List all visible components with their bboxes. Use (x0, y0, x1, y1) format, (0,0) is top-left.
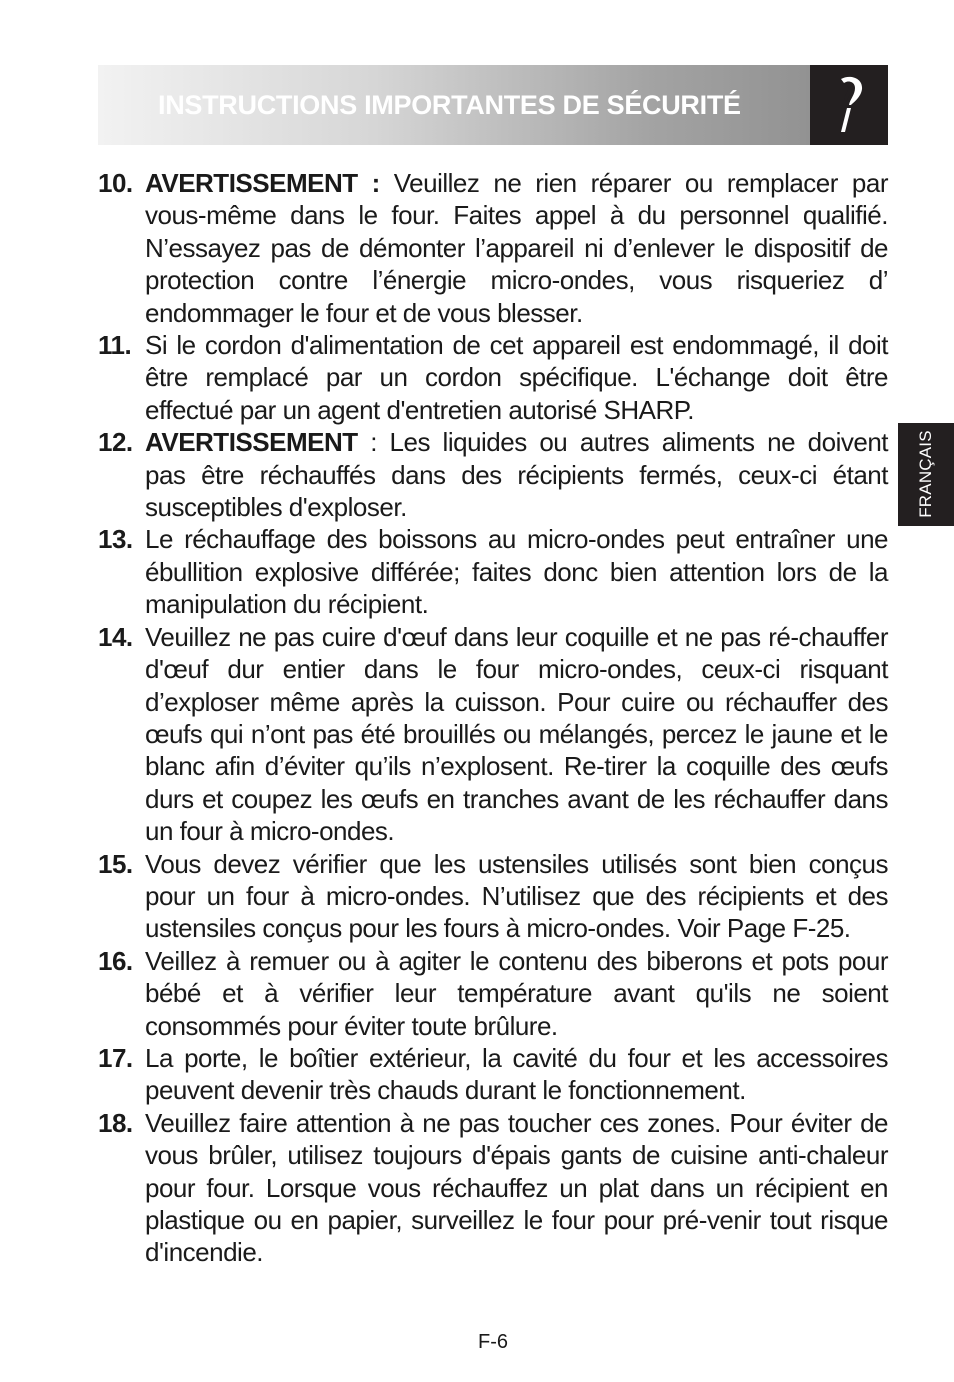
list-item (98, 167, 888, 329)
item-body (145, 621, 888, 848)
item-number: 16. (98, 945, 133, 976)
language-tab-label: FRANÇAIS (916, 430, 935, 518)
item-body (145, 426, 888, 523)
item-text: Veuillez ne rien réparer ou remplacer par vous-même dans le four. Faites appel à du personnel qualifié. N’essayez pas de démonter l’appareil ni d’enlever le dispositif de protection contre l’énergie micro-ondes, vous risqueriez d’ endommager le four et de vous blesser. (145, 168, 888, 328)
item-body (145, 848, 888, 945)
list-item (98, 848, 888, 945)
item-number: 17. (98, 1042, 133, 1073)
item-text: Si le cordon d'alimentation de cet appareil est endommagé, il doit être remplacé par un cordon spécifique. L'échange doit être effectué par un agent d'entretien autorisé SHARP. (145, 330, 888, 425)
item-emphasis: AVERTISSEMENT (145, 427, 358, 458)
item-number: 11. (98, 330, 132, 361)
list-item (98, 523, 888, 620)
item-text: : Les liquides ou autres aliments ne doivent pas être réchauffés dans des récipients fermés, ceux-ci étant susceptibles d'exploser. (145, 427, 888, 523)
item-number: 12. (98, 427, 133, 458)
item-text: Veillez à remuer ou à agiter le contenu des biberons et pots pour bébé et à vérifier leur température avant qu'ils ne soient consommés pour éviter toute brûlure. (145, 945, 888, 1041)
list-item (98, 621, 888, 848)
section-header (98, 65, 888, 145)
item-body (145, 329, 888, 426)
item-body (145, 523, 888, 620)
item-text: La porte, le boîtier extérieur, la cavité du four et les accessoires peuvent devenir très chauds durant le fonctionnement. (145, 1042, 888, 1106)
item-text: Veuillez faire attention à ne pas toucher ces zones. Pour éviter de vous brûler, utilisez toujours d'épais gants de cuisine anti-chaleur pour four. Lorsque vous réchauffez un plat dans un récipient en plastique ou en papier, surveillez le four pour pré-venir tout risque d'incendie. (145, 1107, 888, 1268)
section-title: INSTRUCTIONS IMPORTANTES DE SÉCURITÉ (158, 90, 741, 120)
item-body (145, 1042, 888, 1107)
info-icon (832, 75, 866, 135)
item-text: Vous devez vérifier que les ustensiles utilisés sont bien conçus pour un four à micro-ondes. N’utilisez que des récipients et des ustensiles conçus pour les fours à micro-ondes. Voir Page F-25. (145, 848, 888, 944)
item-number: 13. (98, 524, 133, 555)
item-number: 18. (98, 1107, 133, 1138)
item-number: 14. (98, 621, 133, 652)
list-item (98, 1107, 888, 1269)
item-number: 10. (98, 168, 133, 198)
safety-instructions-list (98, 167, 888, 1269)
language-tab (898, 423, 954, 526)
list-item (98, 1042, 888, 1107)
item-emphasis: AVERTISSEMENT : (145, 168, 380, 198)
item-text: Veuillez ne pas cuire d'œuf dans leur coquille et ne pas ré-chauffer d'œuf dur entier dans le four micro-ondes, ceux-ci risquant d’exploser même après la cuisson. Pour cuire ou réchauffer des œufs qui n’ont pas été brouillés ou mélangés, percez le jaune et le blanc afin d’éviter qu’ils n’explosent. Re-tirer la coquille des œufs durs et coupez les œufs en tranches avant de les réchauffer dans un four à micro-ondes. (145, 621, 888, 847)
item-body (145, 1107, 888, 1269)
item-body (145, 167, 888, 329)
list-item (98, 426, 888, 523)
item-body (145, 945, 888, 1042)
list-item (98, 945, 888, 1042)
item-text: Le réchauffage des boissons au micro-ondes peut entraîner une ébullition explosive différée; faites donc bien attention lors de la manipulation du récipient. (145, 524, 888, 620)
page-number: F-6 (478, 1331, 508, 1353)
list-item (98, 329, 888, 426)
info-icon-box (810, 65, 888, 145)
item-number: 15. (98, 848, 133, 879)
